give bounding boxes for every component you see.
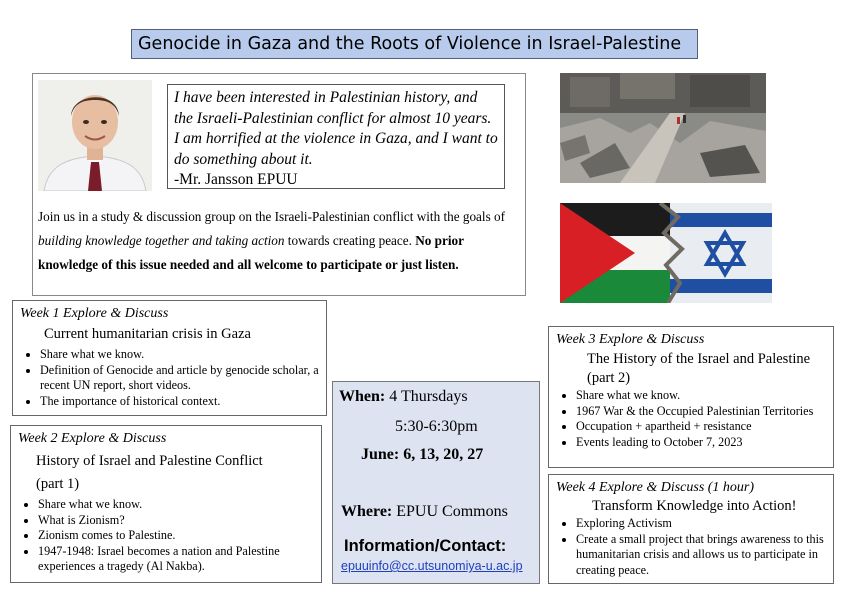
week1-subtitle: Current humanitarian crisis in Gaza <box>44 326 251 342</box>
week3-heading: Week 3 Explore & Discuss <box>556 332 705 347</box>
week3-box <box>548 326 834 468</box>
week2-box <box>10 425 322 583</box>
event-info-box <box>332 381 540 584</box>
week2-subtitle: History of Israel and Palestine Conflict <box>36 453 263 469</box>
where-label: Where: <box>341 503 393 520</box>
intro-text <box>38 205 520 277</box>
week2-subtitle-part: (part 1) <box>36 476 80 492</box>
week4-heading: Week 4 Explore & Discuss (1 hour) <box>556 480 755 495</box>
list-item: • Share what we know. <box>576 388 826 404</box>
list-item: • The importance of historical context. <box>40 394 319 410</box>
event-dates: June: 6, 13, 20, 27 <box>361 446 484 463</box>
week1-box <box>12 300 327 416</box>
contact-label: Information/Contact: <box>344 537 507 555</box>
quote-text: I have been interested in Palestinian history, and the Israeli-Palestinian conflict for almost 10 years. I am horrified at the violence in Gaza, and I want to do something about it. <box>174 89 498 168</box>
flags-photo <box>560 203 772 303</box>
when-line <box>339 388 468 406</box>
week1-heading: Week 1 Explore & Discuss <box>20 306 169 321</box>
where-value: EPUU Commons <box>396 503 508 520</box>
intro-bold: No prior knowledge of this issue needed and all welcome to participate or just listen. <box>38 233 464 272</box>
week3-subtitle: The History of the Israel and Palestine <box>587 351 811 367</box>
list-item: • Events leading to October 7, 2023 <box>576 435 826 451</box>
where-line <box>341 503 508 521</box>
intro-part1: Join us in a study & discussion group on the Israeli-Palestinian conflict with the goals of <box>38 209 505 224</box>
flyer-title: Genocide in Gaza and the Roots of Violence in Israel-Palestine <box>131 29 698 59</box>
intro-part2: towards creating peace. <box>284 233 416 248</box>
contact-email-link[interactable]: epuuinfo@cc.utsunomiya-u.ac.jp <box>341 559 523 573</box>
week2-heading: Week 2 Explore & Discuss <box>18 431 167 446</box>
week4-box <box>548 474 834 584</box>
speaker-portrait <box>38 80 152 191</box>
intro-emphasis: building knowledge together and taking action <box>38 233 285 248</box>
week3-list <box>556 388 826 450</box>
event-time: 5:30-6:30pm <box>395 418 478 435</box>
list-item: • Share what we know. <box>38 497 314 513</box>
list-item: • Definition of Genocide and article by genocide scholar, a recent UN report, short videos. <box>40 363 319 394</box>
when-label: When: <box>339 388 386 405</box>
week1-list <box>20 347 319 409</box>
list-item: • Occupation + apartheid + resistance <box>576 419 826 435</box>
list-item: • What is Zionism? <box>38 513 314 529</box>
week2-list <box>18 497 314 575</box>
list-item: • Zionism comes to Palestine. <box>38 528 314 544</box>
week4-subtitle: Transform Knowledge into Action! <box>592 498 797 514</box>
list-item: • 1947-1948: Israel becomes a nation and Palestine experiences a tragedy (Al Nakba). <box>38 544 314 575</box>
gaza-rubble-photo <box>560 73 766 183</box>
list-item: • Create a small project that brings awareness to this humanitarian crisis and allows us to participate in creating peace. <box>576 532 826 579</box>
list-item: • 1967 War & the Occupied Palestinian Territories <box>576 404 826 420</box>
speaker-quote <box>167 84 505 189</box>
quote-author: -Mr. Jansson EPUU <box>174 171 298 188</box>
week3-subtitle-part: (part 2) <box>587 370 631 386</box>
week4-list <box>556 516 826 578</box>
when-value: 4 Thursdays <box>389 388 468 405</box>
list-item: • Share what we know. <box>40 347 319 363</box>
list-item: • Exploring Activism <box>576 516 826 532</box>
